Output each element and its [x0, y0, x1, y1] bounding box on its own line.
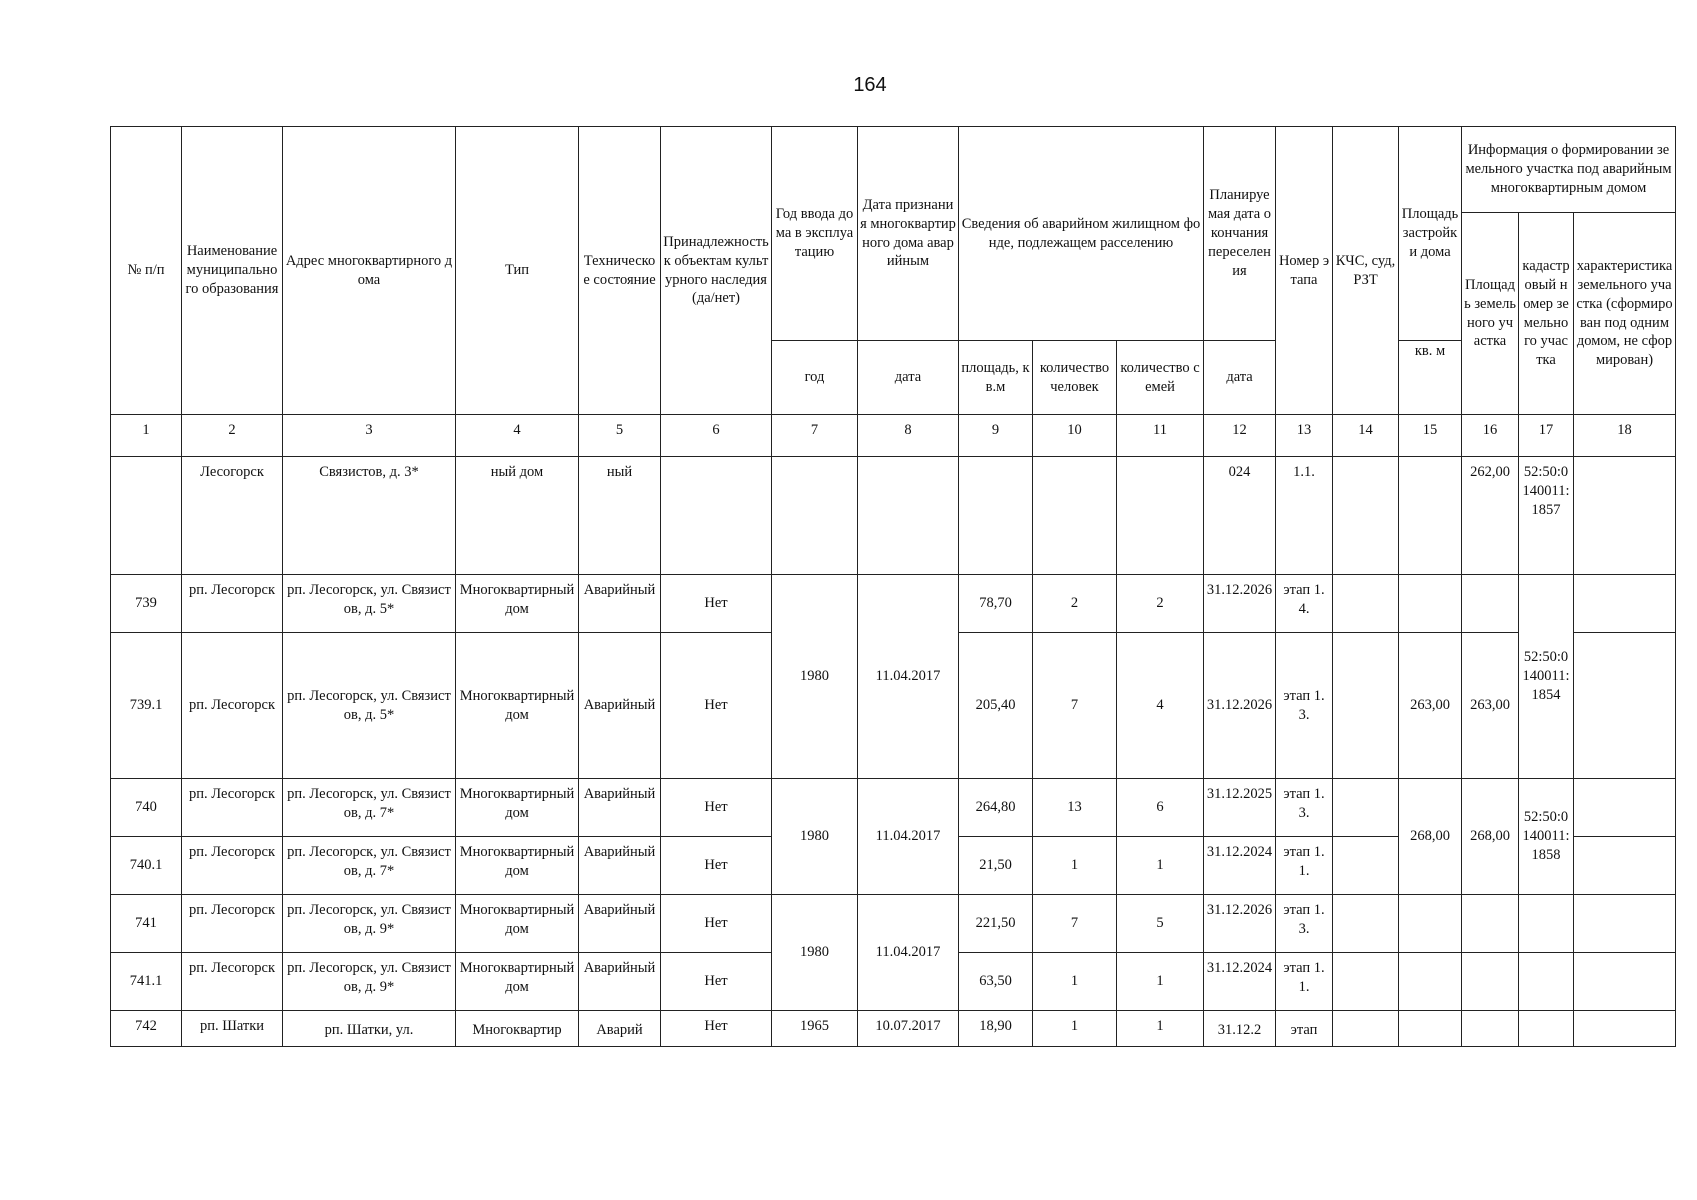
- cell-type: Многоквартирный дом: [456, 779, 579, 837]
- cell-end-date: 31.12.2: [1204, 1011, 1276, 1047]
- cell-stage: этап 1.3.: [1276, 895, 1333, 953]
- cell-kchs: [1333, 837, 1399, 895]
- cell-municipality: рп. Шатки: [182, 1011, 283, 1047]
- cell-tech-state: Аварийный: [579, 633, 661, 779]
- cell-end-date: 31.12.2024: [1204, 953, 1276, 1011]
- cell-footprint: [1399, 895, 1462, 953]
- column-number: 8: [858, 415, 959, 457]
- cell-kchs: [1333, 895, 1399, 953]
- cell-cadastral: [1519, 895, 1574, 953]
- cell-land-characteristic: [1574, 457, 1676, 575]
- cell-families: 6: [1117, 779, 1204, 837]
- cell-number: 742: [111, 1011, 182, 1047]
- cell-number: 740.1: [111, 837, 182, 895]
- column-number: 12: [1204, 415, 1276, 457]
- table-row: [111, 779, 1676, 837]
- col-header-stage: Номер этапа: [1276, 127, 1333, 415]
- cell-people: 1: [1033, 1011, 1117, 1047]
- cell-families: [1117, 457, 1204, 575]
- cell-land-area: [1462, 895, 1519, 953]
- cell-stage: этап 1.3.: [1276, 633, 1333, 779]
- column-number: 11: [1117, 415, 1204, 457]
- cell-tech-state: Аварийный: [579, 779, 661, 837]
- cell-area: 205,40: [959, 633, 1033, 779]
- col-header-kchs: КЧС, суд, РЗТ: [1333, 127, 1399, 415]
- cell-kchs: [1333, 575, 1399, 633]
- cell-footprint: 268,00: [1399, 779, 1462, 895]
- page-number: 164: [853, 74, 887, 96]
- cell-people: 2: [1033, 575, 1117, 633]
- cell-tech-state: Аварийный: [579, 895, 661, 953]
- cell-municipality: рп. Лесогорск: [182, 575, 283, 633]
- cell-year: 1980: [772, 895, 858, 1011]
- column-number: 7: [772, 415, 858, 457]
- cell-families: 1: [1117, 1011, 1204, 1047]
- cell-cadastral: 52:50:0140011:1857: [1519, 457, 1574, 575]
- column-number: 10: [1033, 415, 1117, 457]
- cell-tech-state: Аварийный: [579, 953, 661, 1011]
- cell-heritage: Нет: [661, 575, 772, 633]
- col-header-number: № п/п: [111, 127, 182, 415]
- cell-families: 1: [1117, 837, 1204, 895]
- cell-end-date: 31.12.2025: [1204, 779, 1276, 837]
- cell-municipality: рп. Лесогорск: [182, 779, 283, 837]
- column-number: 13: [1276, 415, 1333, 457]
- cell-area: 18,90: [959, 1011, 1033, 1047]
- cell-heritage: Нет: [661, 633, 772, 779]
- table-row: [111, 895, 1676, 953]
- cell-heritage: Нет: [661, 953, 772, 1011]
- column-number: 2: [182, 415, 283, 457]
- cell-land-area: 262,00: [1462, 457, 1519, 575]
- cell-kchs: [1333, 953, 1399, 1011]
- cell-municipality: Лесогорск: [182, 457, 283, 575]
- cell-date: 11.04.2017: [858, 895, 959, 1011]
- col-header-land-characteristic: характеристика земельного участка (сформирован под одним домом, не сформирован): [1574, 213, 1676, 415]
- column-number: 15: [1399, 415, 1462, 457]
- cell-footprint: [1399, 953, 1462, 1011]
- cell-type: ный дом: [456, 457, 579, 575]
- cell-type: Многоквартирный дом: [456, 953, 579, 1011]
- emergency-housing-table: [110, 126, 1676, 1047]
- cell-date: 10.07.2017: [858, 1011, 959, 1047]
- cell-people: [1033, 457, 1117, 575]
- column-number: 3: [283, 415, 456, 457]
- cell-families: 2: [1117, 575, 1204, 633]
- column-number: 14: [1333, 415, 1399, 457]
- cell-stage: этап 1.3.: [1276, 779, 1333, 837]
- cell-tech-state: ный: [579, 457, 661, 575]
- cell-people: 7: [1033, 895, 1117, 953]
- cell-year: 1965: [772, 1011, 858, 1047]
- column-number: 9: [959, 415, 1033, 457]
- cell-families: 5: [1117, 895, 1204, 953]
- cell-municipality: рп. Лесогорск: [182, 895, 283, 953]
- cell-cadastral: [1519, 1011, 1574, 1047]
- cell-heritage: Нет: [661, 779, 772, 837]
- cell-year: [772, 457, 858, 575]
- cell-date: 11.04.2017: [858, 779, 959, 895]
- cell-year: 1980: [772, 575, 858, 779]
- col-header-cadastral: кадастровый номер земельного участка: [1519, 213, 1574, 415]
- cell-type: Многоквартирный дом: [456, 575, 579, 633]
- cell-number: [111, 457, 182, 575]
- table-row: [111, 1011, 1676, 1047]
- col-header-tech-state: Техническое состояние: [579, 127, 661, 415]
- sub-header-area: площадь, кв.м: [959, 341, 1033, 415]
- cell-kchs: [1333, 633, 1399, 779]
- column-number: 16: [1462, 415, 1519, 457]
- column-number: 18: [1574, 415, 1676, 457]
- column-number: 4: [456, 415, 579, 457]
- cell-land-area: 263,00: [1462, 633, 1519, 779]
- cell-area: 63,50: [959, 953, 1033, 1011]
- cell-stage: этап 1.1.: [1276, 837, 1333, 895]
- col-header-land-info: Информация о формировании земельного участка под аварийным многоквартирным домом: [1462, 127, 1676, 213]
- cell-footprint: [1399, 457, 1462, 575]
- cell-number: 740: [111, 779, 182, 837]
- column-numbers-row: [111, 415, 1676, 457]
- col-header-planned-end: Планируемая дата окончания переселения: [1204, 127, 1276, 341]
- sub-header-date: дата: [858, 341, 959, 415]
- sub-header-footprint-unit: кв. м: [1399, 341, 1462, 415]
- col-header-heritage: Принадлежность к объектам культурного наследия (да/нет): [661, 127, 772, 415]
- cell-people: 7: [1033, 633, 1117, 779]
- cell-heritage: Нет: [661, 895, 772, 953]
- cell-land-characteristic: [1574, 575, 1676, 633]
- column-number: 17: [1519, 415, 1574, 457]
- column-number: 5: [579, 415, 661, 457]
- cell-number: 739: [111, 575, 182, 633]
- cell-number: 739.1: [111, 633, 182, 779]
- cell-number: 741: [111, 895, 182, 953]
- sub-header-end-date: дата: [1204, 341, 1276, 415]
- cell-land-area: [1462, 575, 1519, 633]
- column-number: 6: [661, 415, 772, 457]
- cell-tech-state: Аварийный: [579, 575, 661, 633]
- cell-heritage: Нет: [661, 1011, 772, 1047]
- cell-land-area: 268,00: [1462, 779, 1519, 895]
- cell-date: [858, 457, 959, 575]
- cell-kchs: [1333, 457, 1399, 575]
- cell-number: 741.1: [111, 953, 182, 1011]
- cell-end-date: 024: [1204, 457, 1276, 575]
- cell-municipality: рп. Лесогорск: [182, 633, 283, 779]
- cell-area: 221,50: [959, 895, 1033, 953]
- cell-cadastral: 52:50:0140011:1854: [1519, 575, 1574, 779]
- cell-type: Многоквартирный дом: [456, 895, 579, 953]
- cell-type: Многоквартирный дом: [456, 837, 579, 895]
- cell-land-characteristic: [1574, 633, 1676, 779]
- cell-type: Многоквартир: [456, 1011, 579, 1047]
- cell-area: [959, 457, 1033, 575]
- col-header-commission-year: Год ввода дома в эксплуатацию: [772, 127, 858, 341]
- cell-cadastral: 52:50:0140011:1858: [1519, 779, 1574, 895]
- cell-land-area: [1462, 1011, 1519, 1047]
- cell-end-date: 31.12.2024: [1204, 837, 1276, 895]
- cell-cadastral: [1519, 953, 1574, 1011]
- sub-header-families: количество семей: [1117, 341, 1204, 415]
- cell-stage: этап 1.4.: [1276, 575, 1333, 633]
- sub-header-year: год: [772, 341, 858, 415]
- cell-land-area: [1462, 953, 1519, 1011]
- col-header-address: Адрес многоквартирного дома: [283, 127, 456, 415]
- table-row: [111, 457, 1676, 575]
- cell-people: 1: [1033, 953, 1117, 1011]
- cell-address: рп. Шатки, ул.: [283, 1011, 456, 1047]
- cell-address: рп. Лесогорск, ул. Связистов, д. 7*: [283, 837, 456, 895]
- cell-date: 11.04.2017: [858, 575, 959, 779]
- cell-land-characteristic: [1574, 837, 1676, 895]
- cell-land-characteristic: [1574, 779, 1676, 837]
- cell-address: рп. Лесогорск, ул. Связистов, д. 5*: [283, 575, 456, 633]
- col-header-emergency-date: Дата признания многоквартирного дома аварийным: [858, 127, 959, 341]
- cell-footprint: 263,00: [1399, 633, 1462, 779]
- cell-kchs: [1333, 1011, 1399, 1047]
- cell-end-date: 31.12.2026: [1204, 895, 1276, 953]
- cell-municipality: рп. Лесогорск: [182, 837, 283, 895]
- cell-end-date: 31.12.2026: [1204, 575, 1276, 633]
- cell-land-characteristic: [1574, 895, 1676, 953]
- cell-stage: этап 1.1.: [1276, 953, 1333, 1011]
- col-header-municipality: Наименование муниципального образования: [182, 127, 283, 415]
- cell-area: 21,50: [959, 837, 1033, 895]
- cell-address: рп. Лесогорск, ул. Связистов, д. 9*: [283, 895, 456, 953]
- cell-heritage: [661, 457, 772, 575]
- cell-families: 4: [1117, 633, 1204, 779]
- cell-type: Многоквартирный дом: [456, 633, 579, 779]
- cell-people: 1: [1033, 837, 1117, 895]
- column-number: 1: [111, 415, 182, 457]
- cell-address: Связистов, д. 3*: [283, 457, 456, 575]
- cell-families: 1: [1117, 953, 1204, 1011]
- cell-people: 13: [1033, 779, 1117, 837]
- col-header-footprint: Площадь застройки дома: [1399, 127, 1462, 341]
- cell-area: 78,70: [959, 575, 1033, 633]
- cell-address: рп. Лесогорск, ул. Связистов, д. 7*: [283, 779, 456, 837]
- cell-address: рп. Лесогорск, ул. Связистов, д. 9*: [283, 953, 456, 1011]
- table-row: [111, 575, 1676, 633]
- col-header-housing-info: Сведения об аварийном жилищном фонде, подлежащем расселению: [959, 127, 1204, 341]
- cell-end-date: 31.12.2026: [1204, 633, 1276, 779]
- cell-tech-state: Аварийный: [579, 837, 661, 895]
- cell-tech-state: Аварий: [579, 1011, 661, 1047]
- cell-stage: 1.1.: [1276, 457, 1333, 575]
- cell-kchs: [1333, 779, 1399, 837]
- cell-land-characteristic: [1574, 953, 1676, 1011]
- cell-year: 1980: [772, 779, 858, 895]
- cell-stage: этап: [1276, 1011, 1333, 1047]
- cell-address: рп. Лесогорск, ул. Связистов, д. 5*: [283, 633, 456, 779]
- cell-land-characteristic: [1574, 1011, 1676, 1047]
- cell-municipality: рп. Лесогорск: [182, 953, 283, 1011]
- cell-heritage: Нет: [661, 837, 772, 895]
- sub-header-people: количество человек: [1033, 341, 1117, 415]
- cell-area: 264,80: [959, 779, 1033, 837]
- col-header-land-area: Площадь земельного участка: [1462, 213, 1519, 415]
- cell-footprint: [1399, 575, 1462, 633]
- cell-footprint: [1399, 1011, 1462, 1047]
- col-header-type: Тип: [456, 127, 579, 415]
